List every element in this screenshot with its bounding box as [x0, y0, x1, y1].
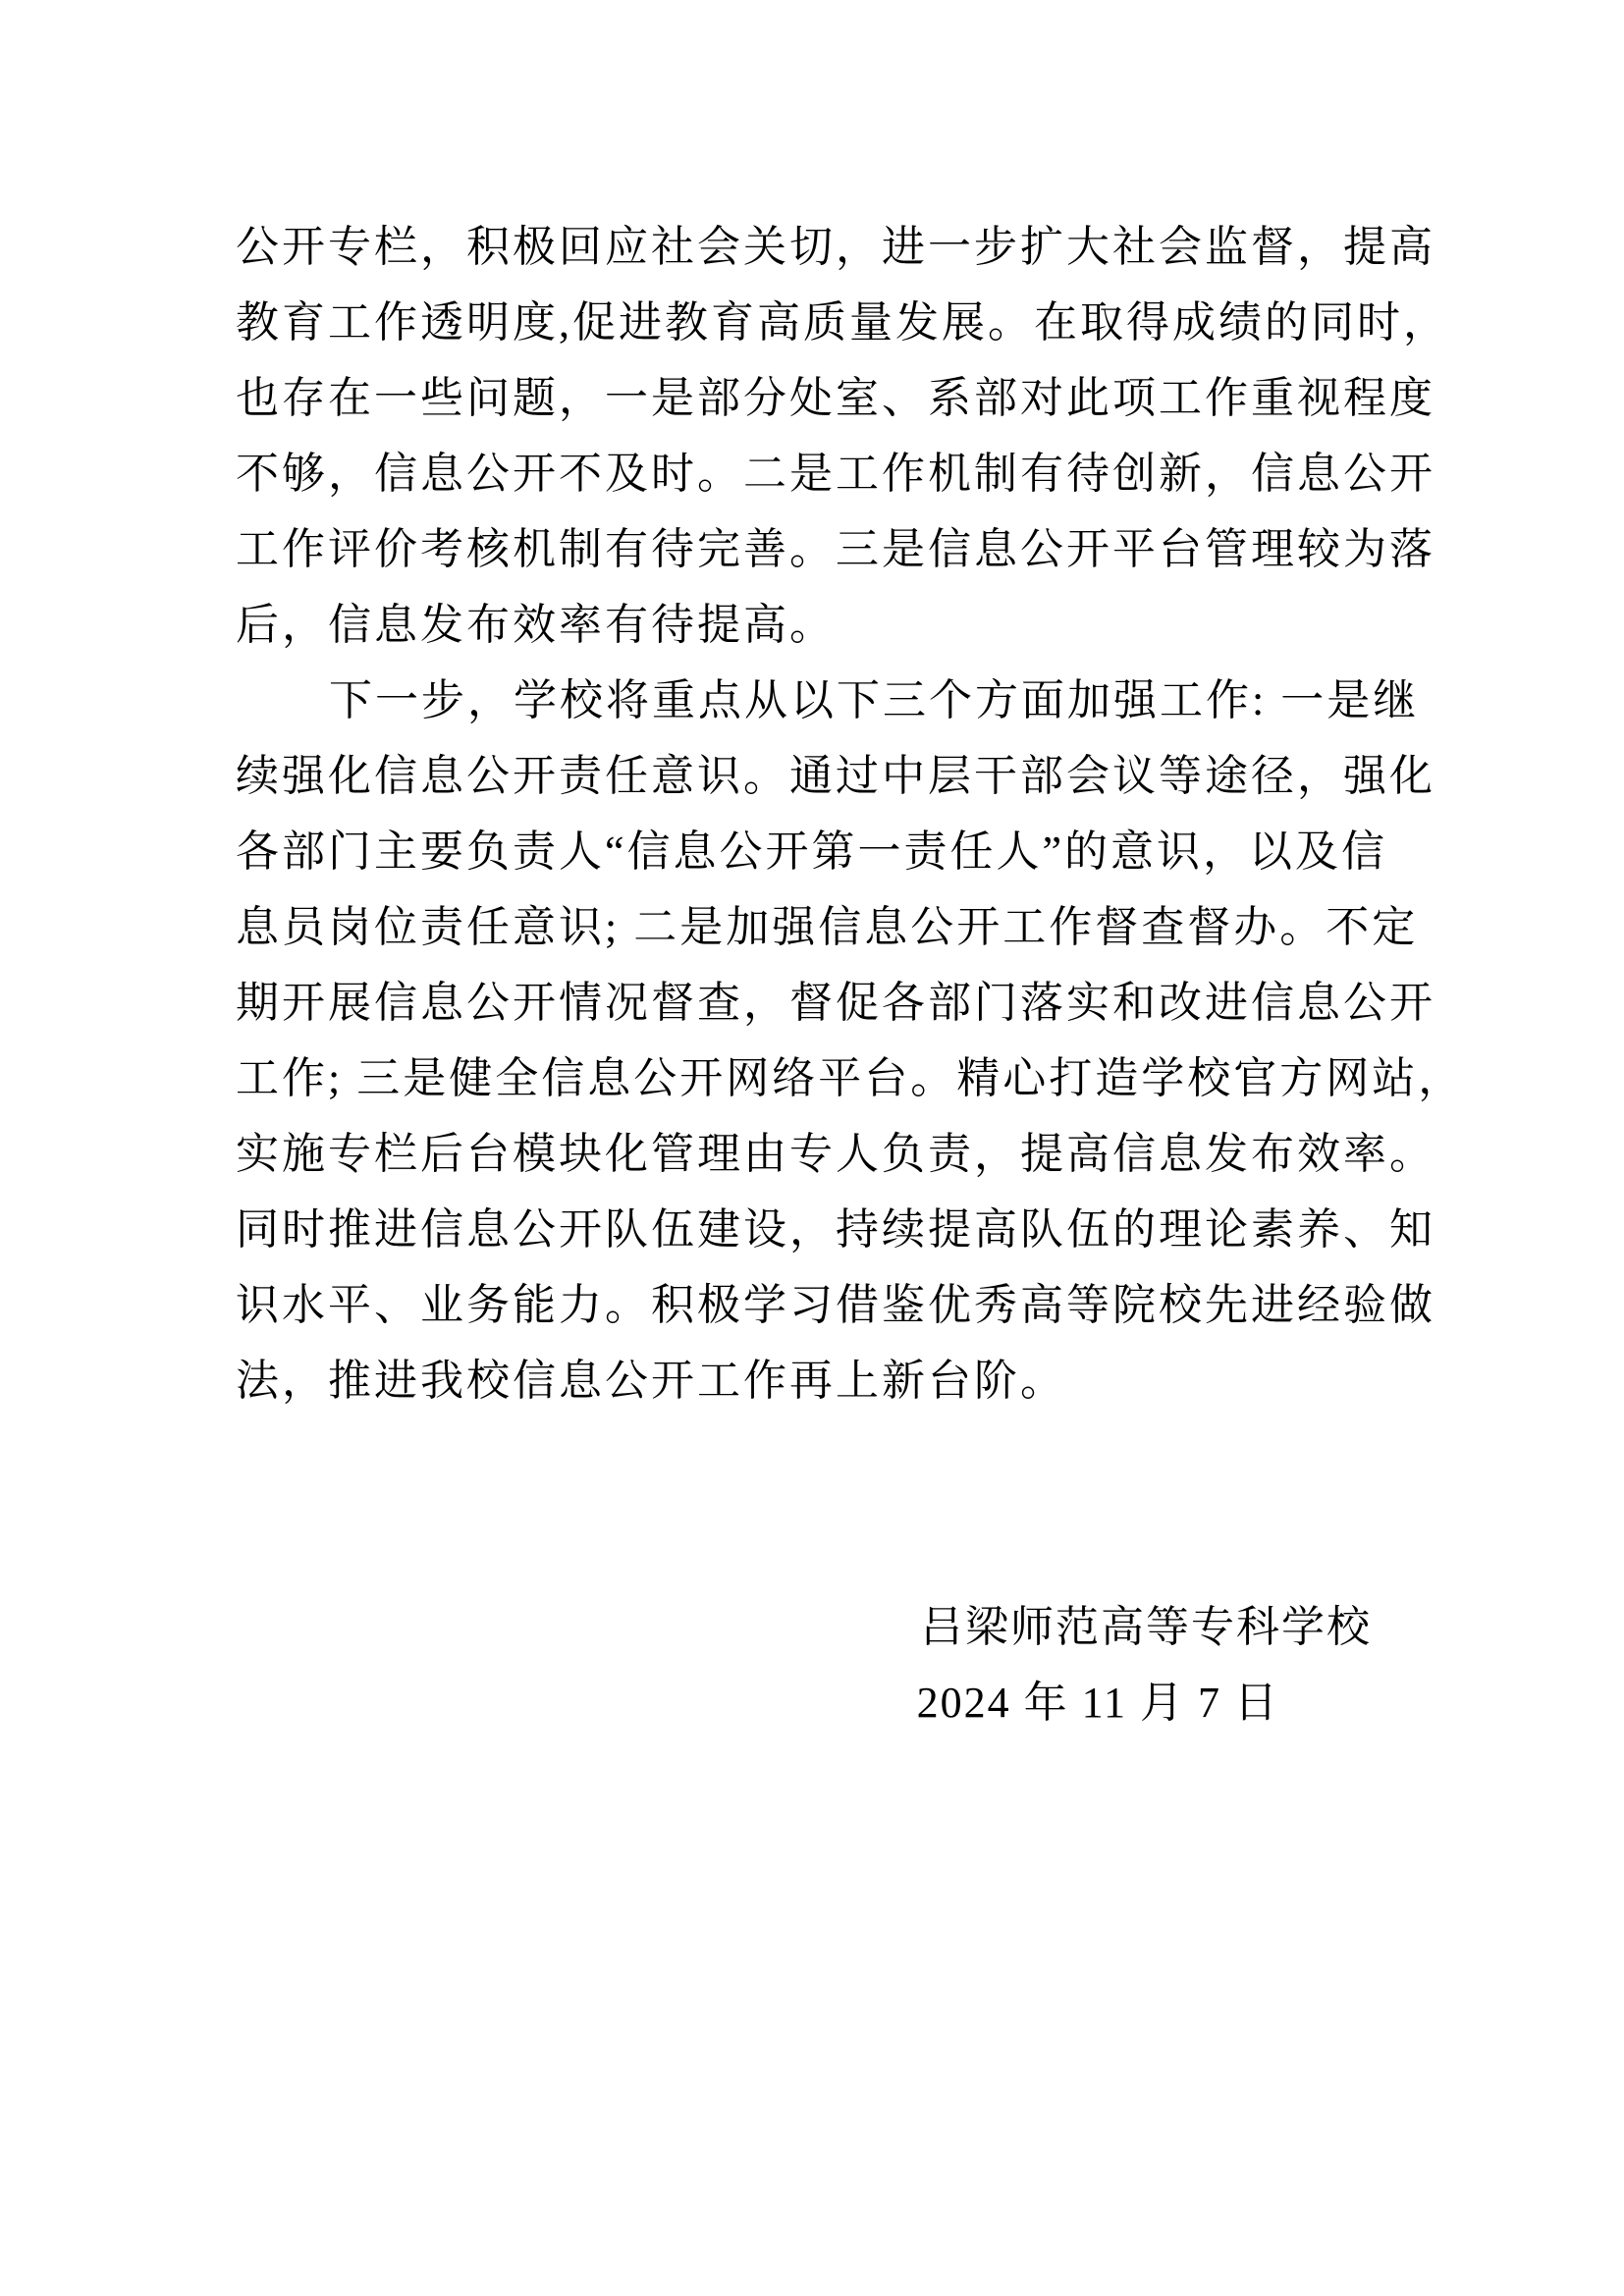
text-line: 各部门主要负责人“信息公开第一责任人”的意识，以及信: [236, 828, 1388, 876]
text-line: 教育工作透明度,促进教育高质量发展。在取得成绩的同时，: [236, 298, 1449, 347]
text-line: 实施专栏后台模块化管理由专人负责，提高信息发布效率。: [236, 1130, 1435, 1178]
text-line: 工作; 三是健全信息公开网络平台。精心打造学校官方网站，: [236, 1054, 1465, 1102]
text-line: 息员岗位责任意识; 二是加强信息公开工作督查督办。不定: [236, 903, 1419, 951]
text-line: 工作评价考核机制有待完善。三是信息公开平台管理较为落: [236, 525, 1435, 573]
signature-date: 2024 年 11 月 7 日: [916, 1679, 1279, 1727]
text-line: 续强化信息公开责任意识。通过中层干部会议等途径，强化: [236, 752, 1435, 800]
text-line: 不够，信息公开不及时。二是工作机制有待创新，信息公开: [236, 450, 1435, 498]
document-body: [236, 209, 1468, 1418]
text-line: 期开展信息公开情况督查，督促各部门落实和改进信息公开: [236, 979, 1435, 1027]
text-line: 同时推进信息公开队伍建设，持续提高队伍的理论素养、知: [236, 1205, 1435, 1254]
text-line: 下一步，学校将重点从以下三个方面加强工作: 一是继: [329, 676, 1420, 724]
text-line: 法，推进我校信息公开工作再上新台阶。: [236, 1357, 1066, 1405]
text-line: 识水平、业务能力。积极学习借鉴优秀高等院校先进经验做: [236, 1281, 1435, 1329]
text-line: 也存在一些问题，一是部分处室、系部对此项工作重视程度: [236, 374, 1435, 422]
signature-organization: 吕梁师范高等专科学校: [920, 1603, 1372, 1651]
text-line: 公开专栏，积极回应社会关切，进一步扩大社会监督，提高: [236, 223, 1435, 271]
text-line: 后，信息发布效率有待提高。: [236, 601, 836, 649]
